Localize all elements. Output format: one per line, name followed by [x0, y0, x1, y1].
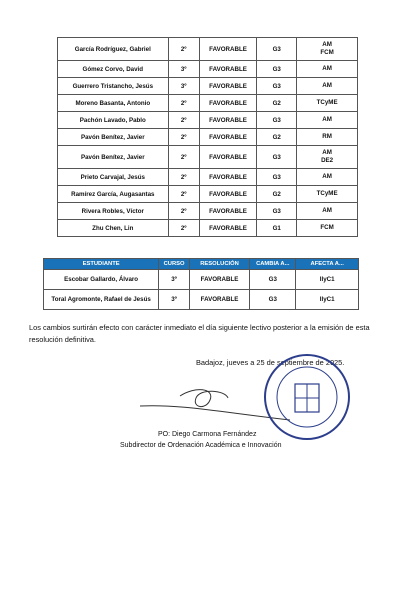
cell-name: Pavón Benítez, Javier — [58, 129, 169, 146]
cell-name: Prieto Carvajal, Jesús — [58, 169, 169, 186]
cell-afecta — [297, 146, 358, 169]
date-line: Badajoz, jueves a 25 de septiembre de 2025. — [196, 358, 345, 367]
cell-grupo: G2 — [257, 186, 297, 203]
cell-grupo: G3 — [257, 203, 297, 220]
cell-grupo: G3 — [257, 38, 297, 61]
cell-afecta — [297, 38, 358, 61]
cell-name: Rivera Robles, Víctor — [58, 203, 169, 220]
cell-resolucion: FAVORABLE — [199, 203, 256, 220]
students-table — [57, 37, 358, 237]
cell-resolucion: FAVORABLE — [199, 78, 256, 95]
cell-resolucion: FAVORABLE — [199, 95, 256, 112]
cell-afecta — [297, 129, 358, 146]
cell-curso: 2º — [168, 38, 199, 61]
table-row — [58, 78, 358, 95]
table-row — [58, 169, 358, 186]
afecta-value: RM — [322, 133, 332, 140]
table-row — [58, 129, 358, 146]
university-seal — [262, 352, 352, 442]
cell-curso: 3º — [168, 61, 199, 78]
subdirector-title: Subdirector de Ordenación Académica e Innovación — [120, 442, 282, 449]
cell-grupo: G3 — [257, 78, 297, 95]
table-row — [44, 290, 359, 310]
cell-name: Zhu Chen, Lin — [58, 220, 169, 237]
cell-grupo: G3 — [257, 169, 297, 186]
cell-afecta — [297, 112, 358, 129]
table-row — [58, 186, 358, 203]
cell-afecta — [297, 61, 358, 78]
cell-afecta — [296, 290, 359, 310]
cell-grupo: G3 — [257, 61, 297, 78]
afecta-value: AM — [322, 116, 332, 123]
afecta-value: AM — [322, 149, 332, 156]
cell-resolucion: FAVORABLE — [199, 38, 256, 61]
table-row — [58, 146, 358, 169]
effect-paragraph: Los cambios surtirán efecto con carácter inmediato el día siguiente lectivo posterior a la emisión de esta resolución definitiva. — [29, 323, 370, 344]
cell-grupo: G3 — [257, 146, 297, 169]
afecta-value: AM — [322, 65, 332, 72]
cell-curso: 2º — [168, 186, 199, 203]
cell-resolucion: FAVORABLE — [199, 112, 256, 129]
afecta-value: AM — [322, 82, 332, 89]
cell-name: Escobar Gallardo, Álvaro — [44, 270, 159, 290]
header-cambia: CAMBIA A... — [250, 259, 296, 270]
afecta-value: FCM — [320, 224, 334, 231]
table-row — [58, 112, 358, 129]
table-row — [44, 270, 359, 290]
cell-resolucion: FAVORABLE — [189, 290, 249, 310]
cell-curso: 2º — [168, 169, 199, 186]
cell-name: Ramírez García, Augasantas — [58, 186, 169, 203]
cell-grupo: G3 — [250, 270, 296, 290]
cell-afecta — [296, 270, 359, 290]
cell-name: Toral Agromonte, Rafael de Jesús — [44, 290, 159, 310]
cell-resolucion: FAVORABLE — [199, 220, 256, 237]
cell-afecta — [297, 95, 358, 112]
header-curso: CURSO — [159, 259, 190, 270]
afecta-value: DE2 — [321, 157, 334, 164]
cell-curso: 2º — [168, 203, 199, 220]
cell-curso: 2º — [168, 95, 199, 112]
cell-curso: 3º — [168, 78, 199, 95]
cell-name: Pachón Lavado, Pablo — [58, 112, 169, 129]
cell-grupo: G1 — [257, 220, 297, 237]
students-table-2 — [43, 258, 359, 310]
afecta-value: IIyC1 — [319, 275, 335, 283]
cell-afecta — [297, 186, 358, 203]
cell-name: Gómez Corvo, David — [58, 61, 169, 78]
table-header-row — [44, 259, 359, 270]
cell-curso: 3º — [159, 270, 190, 290]
cell-resolucion: FAVORABLE — [199, 61, 256, 78]
cell-curso: 2º — [168, 146, 199, 169]
header-resolucion: RESOLUCIÓN — [189, 259, 249, 270]
table-row — [58, 220, 358, 237]
cell-resolucion: FAVORABLE — [199, 129, 256, 146]
cell-curso: 2º — [168, 112, 199, 129]
header-estudiante: ESTUDIANTE — [44, 259, 159, 270]
cell-afecta — [297, 169, 358, 186]
cell-grupo: G2 — [257, 129, 297, 146]
cell-name: Pavón Benítez, Javier — [58, 146, 169, 169]
afecta-value: AM — [322, 41, 332, 48]
afecta-value: TCyME — [316, 99, 338, 106]
afecta-value: AM — [322, 173, 332, 180]
cell-afecta — [297, 78, 358, 95]
cell-afecta — [297, 203, 358, 220]
cell-afecta — [297, 220, 358, 237]
afecta-value: FCM — [320, 49, 334, 56]
cell-name: Moreno Basanta, Antonio — [58, 95, 169, 112]
po-signer: PO: Diego Carmona Fernández — [158, 431, 257, 438]
afecta-value: IIyC1 — [319, 295, 335, 303]
table-row — [58, 95, 358, 112]
cell-grupo: G2 — [257, 95, 297, 112]
afecta-value: TCyME — [316, 190, 338, 197]
cell-resolucion: FAVORABLE — [199, 146, 256, 169]
header-afecta: AFECTA A... — [296, 259, 359, 270]
cell-name: García Rodríguez, Gabriel — [58, 38, 169, 61]
afecta-value: AM — [322, 207, 332, 214]
cell-curso: 2º — [168, 129, 199, 146]
cell-curso: 2º — [168, 220, 199, 237]
cell-curso: 3º — [159, 290, 190, 310]
cell-grupo: G3 — [250, 290, 296, 310]
cell-name: Guerrero Tristancho, Jesús — [58, 78, 169, 95]
table-row — [58, 61, 358, 78]
cell-resolucion: FAVORABLE — [199, 169, 256, 186]
table-row — [58, 203, 358, 220]
cell-resolucion: FAVORABLE — [199, 186, 256, 203]
cell-resolucion: FAVORABLE — [189, 270, 249, 290]
table-row — [58, 38, 358, 61]
cell-grupo: G3 — [257, 112, 297, 129]
